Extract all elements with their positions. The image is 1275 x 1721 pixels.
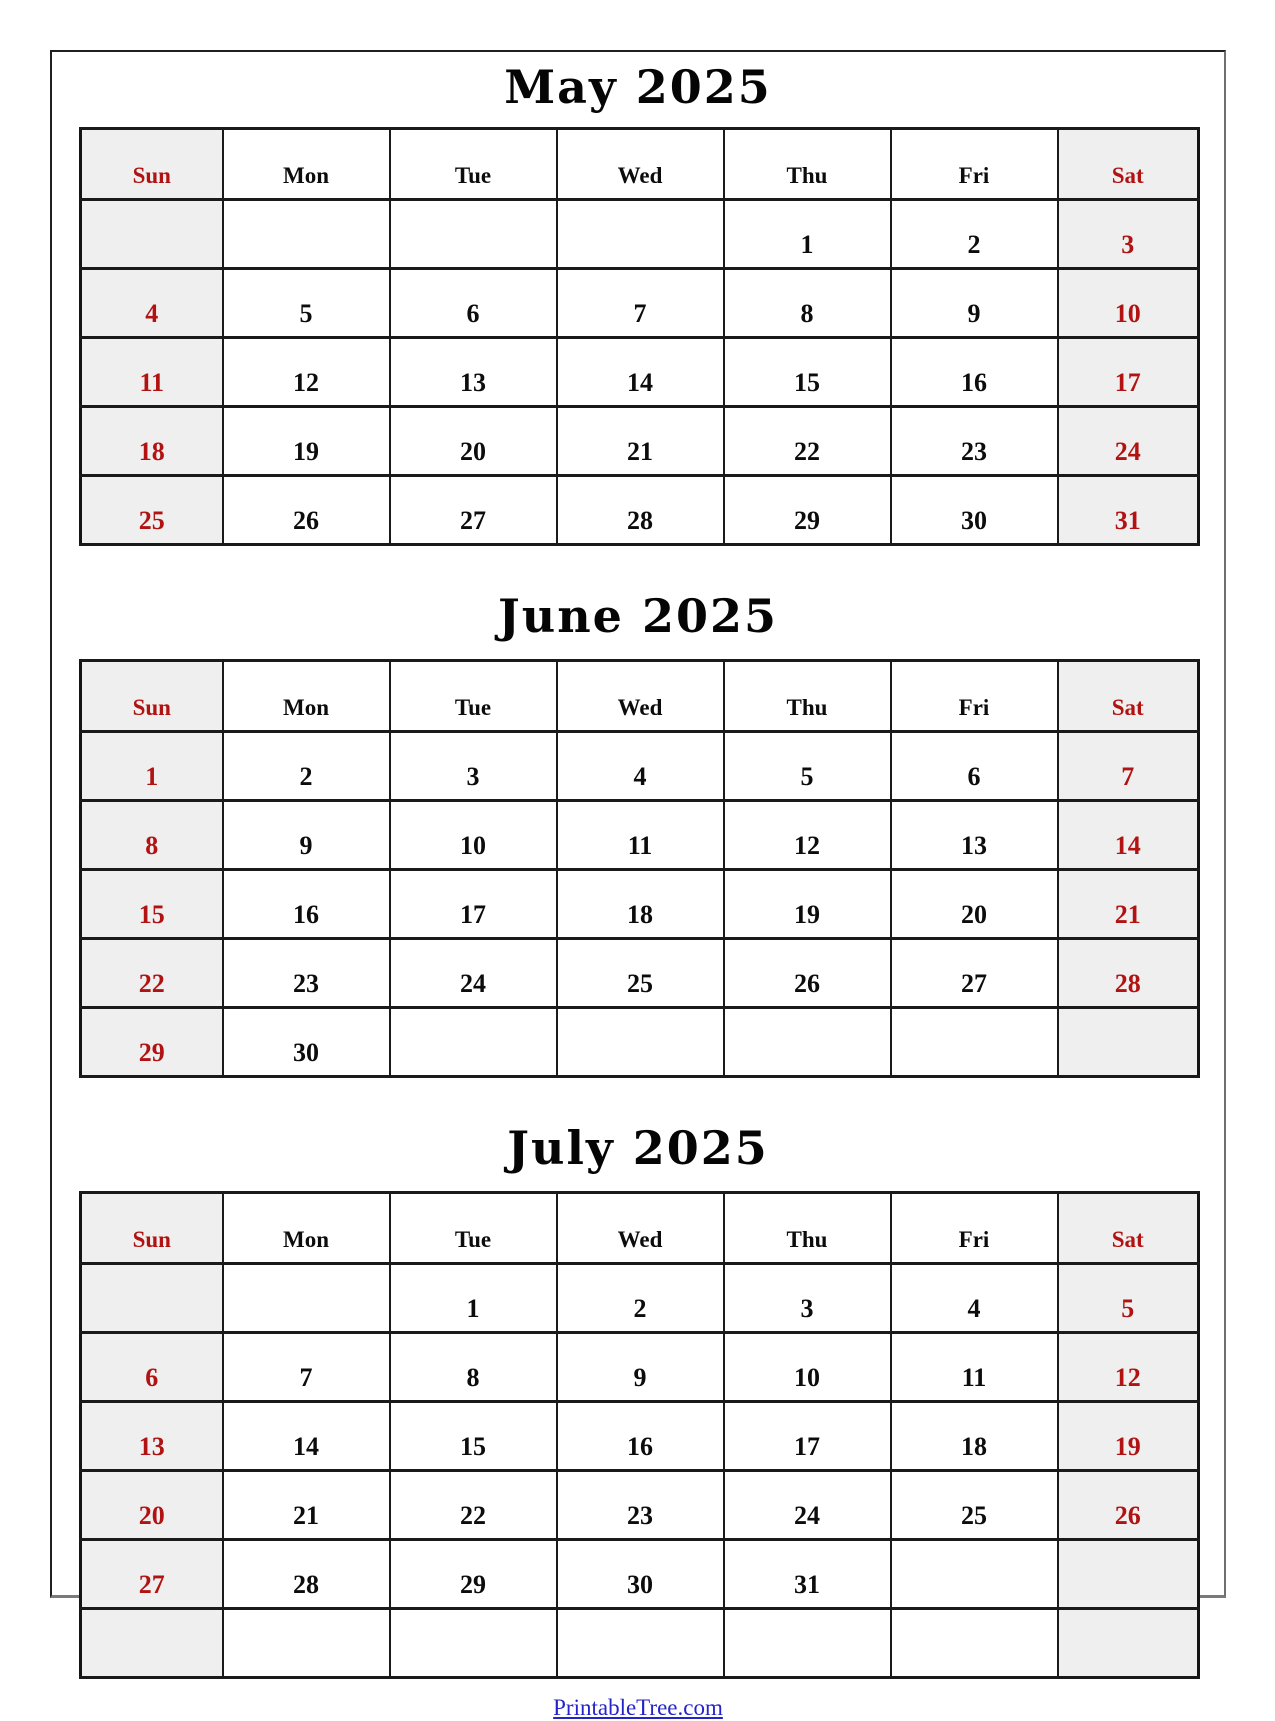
day-cell-21: 21: [1058, 870, 1199, 939]
day-cell-18: 18: [81, 407, 223, 476]
day-cell-4: 4: [81, 269, 223, 338]
day-cell-19: 19: [1058, 1402, 1199, 1471]
day-cell-23: 23: [891, 407, 1058, 476]
day-cell-4: 4: [891, 1264, 1058, 1333]
day-cell-22: 22: [390, 1471, 557, 1540]
day-cell-26: 26: [724, 939, 891, 1008]
day-cell-9: 9: [223, 801, 390, 870]
day-cell-28: 28: [557, 476, 724, 545]
day-cell-31: 31: [724, 1540, 891, 1609]
day-cell-5: 5: [223, 269, 390, 338]
weekday-header-row: [81, 129, 1199, 200]
day-cell-28: 28: [1058, 939, 1199, 1008]
week-row: [81, 732, 1199, 801]
day-cell-13: 13: [81, 1402, 223, 1471]
day-cell-24: 24: [724, 1471, 891, 1540]
day-cell-23: 23: [223, 939, 390, 1008]
day-cell-12: 12: [1058, 1333, 1199, 1402]
day-cell-19: 19: [223, 407, 390, 476]
day-cell-5: 5: [1058, 1264, 1199, 1333]
day-cell-empty: [81, 1264, 223, 1333]
weekday-header-thu: Thu: [724, 661, 891, 732]
day-cell-30: 30: [223, 1008, 390, 1077]
weekday-header-wed: Wed: [557, 129, 724, 200]
day-cell-20: 20: [390, 407, 557, 476]
day-cell-17: 17: [390, 870, 557, 939]
day-cell-empty: [81, 200, 223, 269]
day-cell-27: 27: [81, 1540, 223, 1609]
week-row: [81, 1609, 1199, 1678]
month-title-may: May 2025: [504, 60, 772, 114]
day-cell-6: 6: [891, 732, 1058, 801]
week-row: [81, 200, 1199, 269]
day-cell-30: 30: [891, 476, 1058, 545]
day-cell-23: 23: [557, 1471, 724, 1540]
day-cell-5: 5: [724, 732, 891, 801]
day-cell-empty: [81, 1609, 223, 1678]
day-cell-29: 29: [390, 1540, 557, 1609]
day-cell-11: 11: [891, 1333, 1058, 1402]
day-cell-13: 13: [390, 338, 557, 407]
day-cell-11: 11: [81, 338, 223, 407]
calendar-table-june: [79, 659, 1200, 1078]
month-title-june: June 2025: [498, 589, 778, 643]
day-cell-empty: [891, 1008, 1058, 1077]
weekday-header-sat: Sat: [1058, 661, 1199, 732]
day-cell-3: 3: [724, 1264, 891, 1333]
day-cell-6: 6: [81, 1333, 223, 1402]
day-cell-16: 16: [557, 1402, 724, 1471]
day-cell-11: 11: [557, 801, 724, 870]
day-cell-4: 4: [557, 732, 724, 801]
month-section-june: [79, 589, 1197, 1078]
weekday-header-mon: Mon: [223, 661, 390, 732]
week-row: [81, 870, 1199, 939]
day-cell-21: 21: [223, 1471, 390, 1540]
day-cell-30: 30: [557, 1540, 724, 1609]
weekday-header-wed: Wed: [557, 1193, 724, 1264]
day-cell-28: 28: [223, 1540, 390, 1609]
day-cell-8: 8: [390, 1333, 557, 1402]
day-cell-22: 22: [724, 407, 891, 476]
weekday-header-sun: Sun: [81, 129, 223, 200]
month-title-july: July 2025: [507, 1121, 769, 1175]
day-cell-1: 1: [81, 732, 223, 801]
day-cell-27: 27: [390, 476, 557, 545]
day-cell-empty: [390, 1008, 557, 1077]
day-cell-14: 14: [1058, 801, 1199, 870]
calendar-table-july: [79, 1191, 1200, 1679]
day-cell-9: 9: [557, 1333, 724, 1402]
day-cell-empty: [223, 1609, 390, 1678]
calendar-table-may: [79, 127, 1200, 546]
day-cell-empty: [1058, 1540, 1199, 1609]
day-cell-14: 14: [557, 338, 724, 407]
day-cell-1: 1: [390, 1264, 557, 1333]
day-cell-12: 12: [223, 338, 390, 407]
weekday-header-fri: Fri: [891, 1193, 1058, 1264]
weekday-header-tue: Tue: [390, 129, 557, 200]
day-cell-empty: [223, 1264, 390, 1333]
day-cell-16: 16: [891, 338, 1058, 407]
day-cell-7: 7: [1058, 732, 1199, 801]
day-cell-20: 20: [81, 1471, 223, 1540]
week-row: [81, 1402, 1199, 1471]
day-cell-empty: [724, 1008, 891, 1077]
weekday-header-row: [81, 1193, 1199, 1264]
week-row: [81, 338, 1199, 407]
day-cell-empty: [557, 1609, 724, 1678]
day-cell-29: 29: [81, 1008, 223, 1077]
day-cell-10: 10: [724, 1333, 891, 1402]
weekday-header-sun: Sun: [81, 1193, 223, 1264]
day-cell-25: 25: [891, 1471, 1058, 1540]
day-cell-15: 15: [81, 870, 223, 939]
day-cell-2: 2: [223, 732, 390, 801]
week-row: [81, 1264, 1199, 1333]
day-cell-18: 18: [891, 1402, 1058, 1471]
day-cell-25: 25: [81, 476, 223, 545]
day-cell-20: 20: [891, 870, 1058, 939]
day-cell-21: 21: [557, 407, 724, 476]
day-cell-15: 15: [390, 1402, 557, 1471]
weekday-header-tue: Tue: [390, 661, 557, 732]
week-row: [81, 1008, 1199, 1077]
weekday-header-fri: Fri: [891, 129, 1058, 200]
weekday-header-wed: Wed: [557, 661, 724, 732]
day-cell-empty: [1058, 1008, 1199, 1077]
weekday-header-mon: Mon: [223, 129, 390, 200]
weekday-header-thu: Thu: [724, 1193, 891, 1264]
day-cell-17: 17: [724, 1402, 891, 1471]
day-cell-24: 24: [1058, 407, 1199, 476]
day-cell-25: 25: [557, 939, 724, 1008]
day-cell-19: 19: [724, 870, 891, 939]
day-cell-1: 1: [724, 200, 891, 269]
day-cell-2: 2: [557, 1264, 724, 1333]
day-cell-26: 26: [223, 476, 390, 545]
week-row: [81, 1540, 1199, 1609]
weekday-header-row: [81, 661, 1199, 732]
week-row: [81, 476, 1199, 545]
day-cell-8: 8: [81, 801, 223, 870]
weekday-header-tue: Tue: [390, 1193, 557, 1264]
day-cell-18: 18: [557, 870, 724, 939]
day-cell-26: 26: [1058, 1471, 1199, 1540]
week-row: [81, 1333, 1199, 1402]
day-cell-empty: [223, 200, 390, 269]
day-cell-empty: [724, 1609, 891, 1678]
month-section-july: [79, 1121, 1197, 1679]
weekday-header-sat: Sat: [1058, 129, 1199, 200]
day-cell-7: 7: [557, 269, 724, 338]
day-cell-27: 27: [891, 939, 1058, 1008]
day-cell-7: 7: [223, 1333, 390, 1402]
day-cell-empty: [557, 200, 724, 269]
day-cell-6: 6: [390, 269, 557, 338]
printabletree-link[interactable]: PrintableTree.com: [553, 1695, 723, 1720]
day-cell-31: 31: [1058, 476, 1199, 545]
day-cell-3: 3: [390, 732, 557, 801]
day-cell-12: 12: [724, 801, 891, 870]
weekday-header-fri: Fri: [891, 661, 1058, 732]
week-row: [81, 1471, 1199, 1540]
day-cell-empty: [1058, 1609, 1199, 1678]
day-cell-15: 15: [724, 338, 891, 407]
day-cell-10: 10: [1058, 269, 1199, 338]
page-footer: [79, 1695, 1197, 1721]
day-cell-24: 24: [390, 939, 557, 1008]
week-row: [81, 801, 1199, 870]
day-cell-13: 13: [891, 801, 1058, 870]
day-cell-8: 8: [724, 269, 891, 338]
day-cell-empty: [891, 1540, 1058, 1609]
weekday-header-mon: Mon: [223, 1193, 390, 1264]
week-row: [81, 939, 1199, 1008]
day-cell-empty: [390, 200, 557, 269]
week-row: [81, 269, 1199, 338]
weekday-header-thu: Thu: [724, 129, 891, 200]
day-cell-empty: [390, 1609, 557, 1678]
day-cell-16: 16: [223, 870, 390, 939]
day-cell-10: 10: [390, 801, 557, 870]
day-cell-empty: [891, 1609, 1058, 1678]
day-cell-2: 2: [891, 200, 1058, 269]
day-cell-29: 29: [724, 476, 891, 545]
week-row: [81, 407, 1199, 476]
weekday-header-sat: Sat: [1058, 1193, 1199, 1264]
day-cell-empty: [557, 1008, 724, 1077]
day-cell-3: 3: [1058, 200, 1199, 269]
day-cell-9: 9: [891, 269, 1058, 338]
month-section-may: [79, 60, 1197, 546]
day-cell-22: 22: [81, 939, 223, 1008]
day-cell-14: 14: [223, 1402, 390, 1471]
weekday-header-sun: Sun: [81, 661, 223, 732]
day-cell-17: 17: [1058, 338, 1199, 407]
calendar-page: [50, 50, 1226, 1720]
